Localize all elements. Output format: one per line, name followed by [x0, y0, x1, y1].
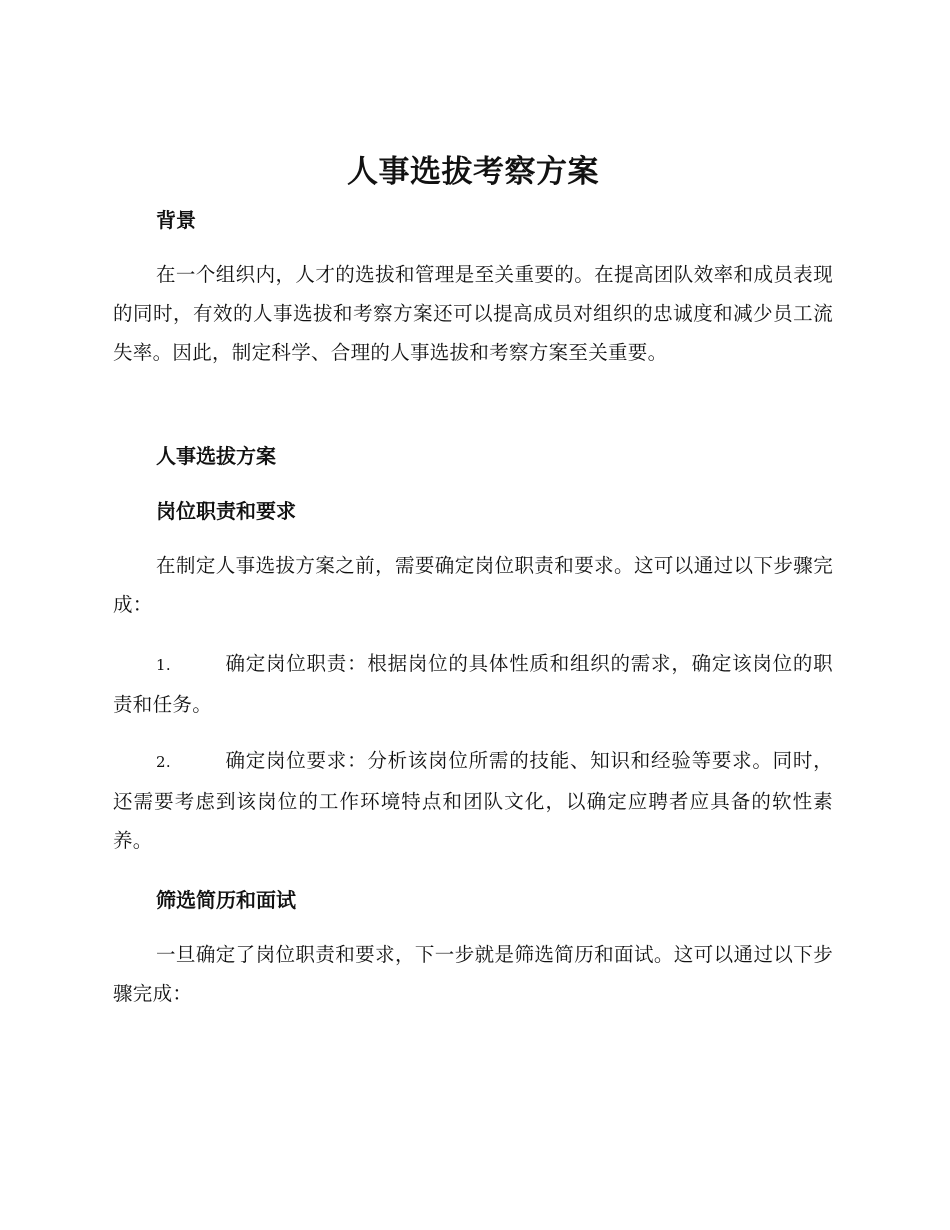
list-item-number: 1. [156, 656, 171, 674]
list-item-text: 确定岗位要求：分析该岗位所需的技能、知识和经验等要求。同时，还需要考虑到该岗位的工作环境特点和团队文化，以确定应聘者应具备的软性素养。 [113, 749, 833, 852]
list-item-number: 2. [156, 753, 171, 771]
paragraph-screening: 一旦确定了岗位职责和要求，下一步就是筛选简历和面试。这可以通过以下步骤完成： [113, 943, 833, 1005]
paragraph-duties: 在制定人事选拔方案之前，需要确定岗位职责和要求。这可以通过以下步骤完成： [113, 554, 833, 616]
list-item [113, 741, 833, 860]
section-heading-duties: 岗位职责和要求 [156, 499, 296, 523]
section-heading-background: 背景 [156, 208, 196, 232]
document-title: 人事选拔考察方案 [347, 154, 599, 190]
list-item [113, 644, 833, 724]
paragraph-background: 在一个组织内，人才的选拔和管理是至关重要的。在提高团队效率和成员表现的同时，有效的人事选拔和考察方案还可以提高成员对组织的忠诚度和减少员工流失率。因此，制定科学、合理的人事选拔和考察方案至关重要。 [113, 263, 833, 364]
section-heading-screening: 筛选简历和面试 [156, 888, 296, 912]
list-item-text: 确定岗位职责：根据岗位的具体性质和组织的需求，确定该岗位的职责和任务。 [113, 652, 833, 716]
section-heading-selection: 人事选拔方案 [156, 444, 276, 468]
